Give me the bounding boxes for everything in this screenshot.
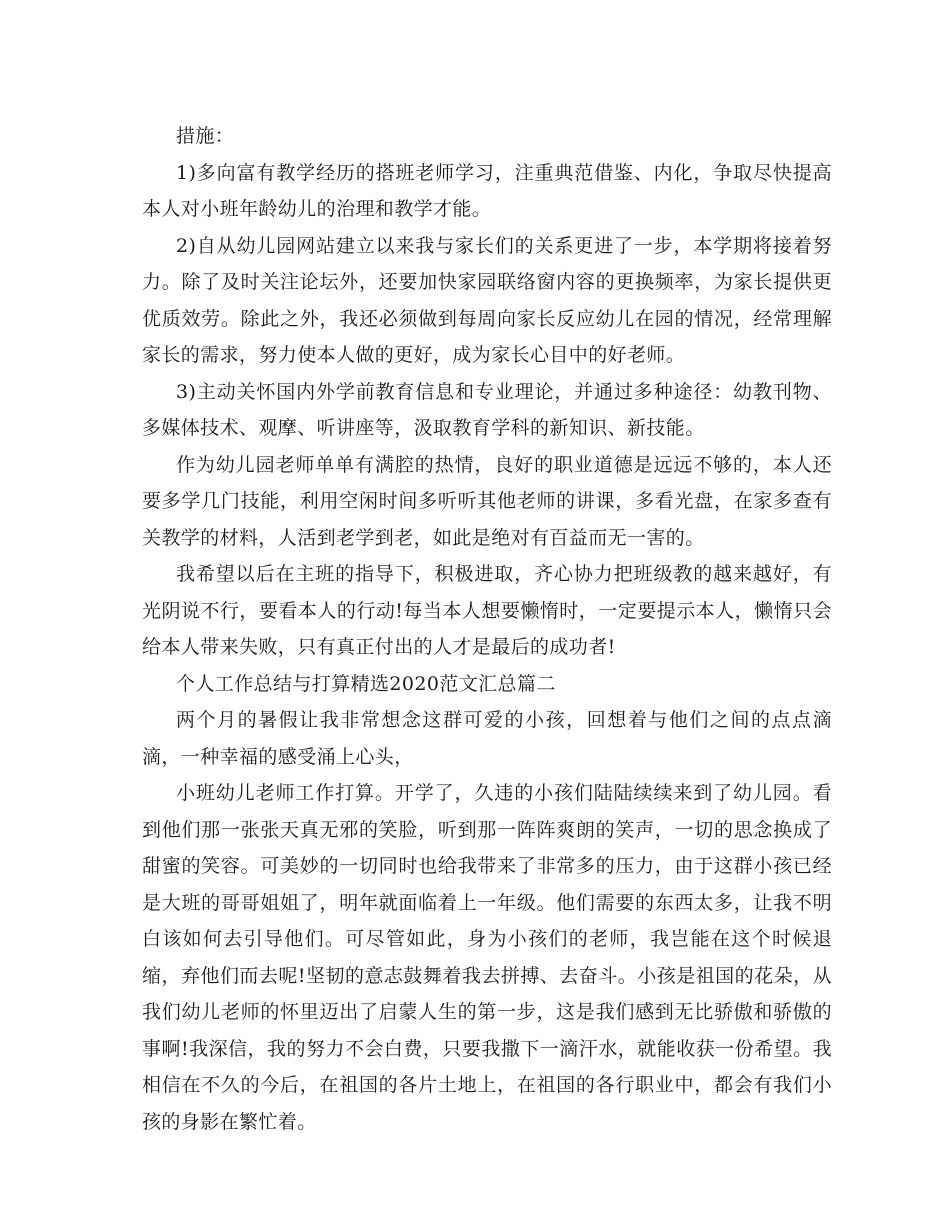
paragraph-summer: 两个月的暑假让我非常想念这群可爱的小孩，回想着与他们之间的点点滴滴，一种幸福的感受涌上心头， bbox=[142, 709, 832, 768]
paragraph-skills: 作为幼儿园老师单单有满腔的热情，良好的职业道德是远远不够的，本人还要多学几门技能，利用空闲时间多听听其他老师的讲课，多看光盘，在家多查有关教学的材料，人活到老学到老，如此是绝对有百益而无一害的。 bbox=[142, 453, 832, 549]
paragraph-class-plan: 小班幼儿老师工作打算。开学了，久违的小孩们陆陆续续来到了幼儿园。看到他们那一张张天真无邪的笑脸，听到那一阵阵爽朗的笑声，一切的思念换成了甜蜜的笑容。可美妙的一切同时也给我带来了非常多的压力，由于这群小孩已经是大班的哥哥姐姐了，明年就面临着上一年级。他们需要的东西太多，让我不明白该如何去引导他们。可尽管如此，身为小孩们的老师，我岂能在这个时候退缩，弃他们而去呢!坚韧的意志鼓舞着我去拼搏、去奋斗。小孩是祖国的花朵，从我们幼儿老师的怀里迈出了启蒙人生的第一步，这是我们感到无比骄傲和骄傲的事啊!我深信，我的努力不会白费，只要我撒下一滴汗水，就能收获一份希望。我相信在不久的今后，在祖国的各片土地上，在祖国的各行职业中，都会有我们小孩的身影在繁忙着。 bbox=[142, 782, 832, 1133]
section-heading-part-two: 个人工作总结与打算精选2020范文汇总篇二 bbox=[176, 672, 556, 695]
paragraph-measure-1: 1)多向富有教学经历的搭班老师学习，注重典范借鉴、内化，争取尽快提高本人对小班年龄幼儿的治理和教学才能。 bbox=[142, 161, 832, 220]
paragraph-hope: 我希望以后在主班的指导下，积极进取，齐心协力把班级教的越来越好，有光阴说不行，要看本人的行动!每当本人想要懒惰时，一定要提示本人，懒惰只会给本人带来失败，只有真正付出的人才是最后的成功者! bbox=[142, 563, 832, 658]
document-body bbox=[142, 118, 832, 1140]
paragraph-measures-heading: 措施： bbox=[176, 125, 235, 147]
paragraph-measure-3: 3)主动关怀国内外学前教育信息和专业理论，并通过多种途径：幼教刊物、多媒体技术、观摩、听讲座等，汲取教育学科的新知识、新技能。 bbox=[142, 380, 832, 439]
paragraph-measure-2: 2)自从幼儿园网站建立以来我与家长们的关系更进了一步，本学期将接着努力。除了及时关注论坛外，还要加快家园联络窗内容的更换频率，为家长提供更优质效劳。除此之外，我还必须做到每周向家长反应幼儿在园的情况，经常理解家长的需求，努力使本人做的更好，成为家长心目中的好老师。 bbox=[142, 234, 832, 366]
